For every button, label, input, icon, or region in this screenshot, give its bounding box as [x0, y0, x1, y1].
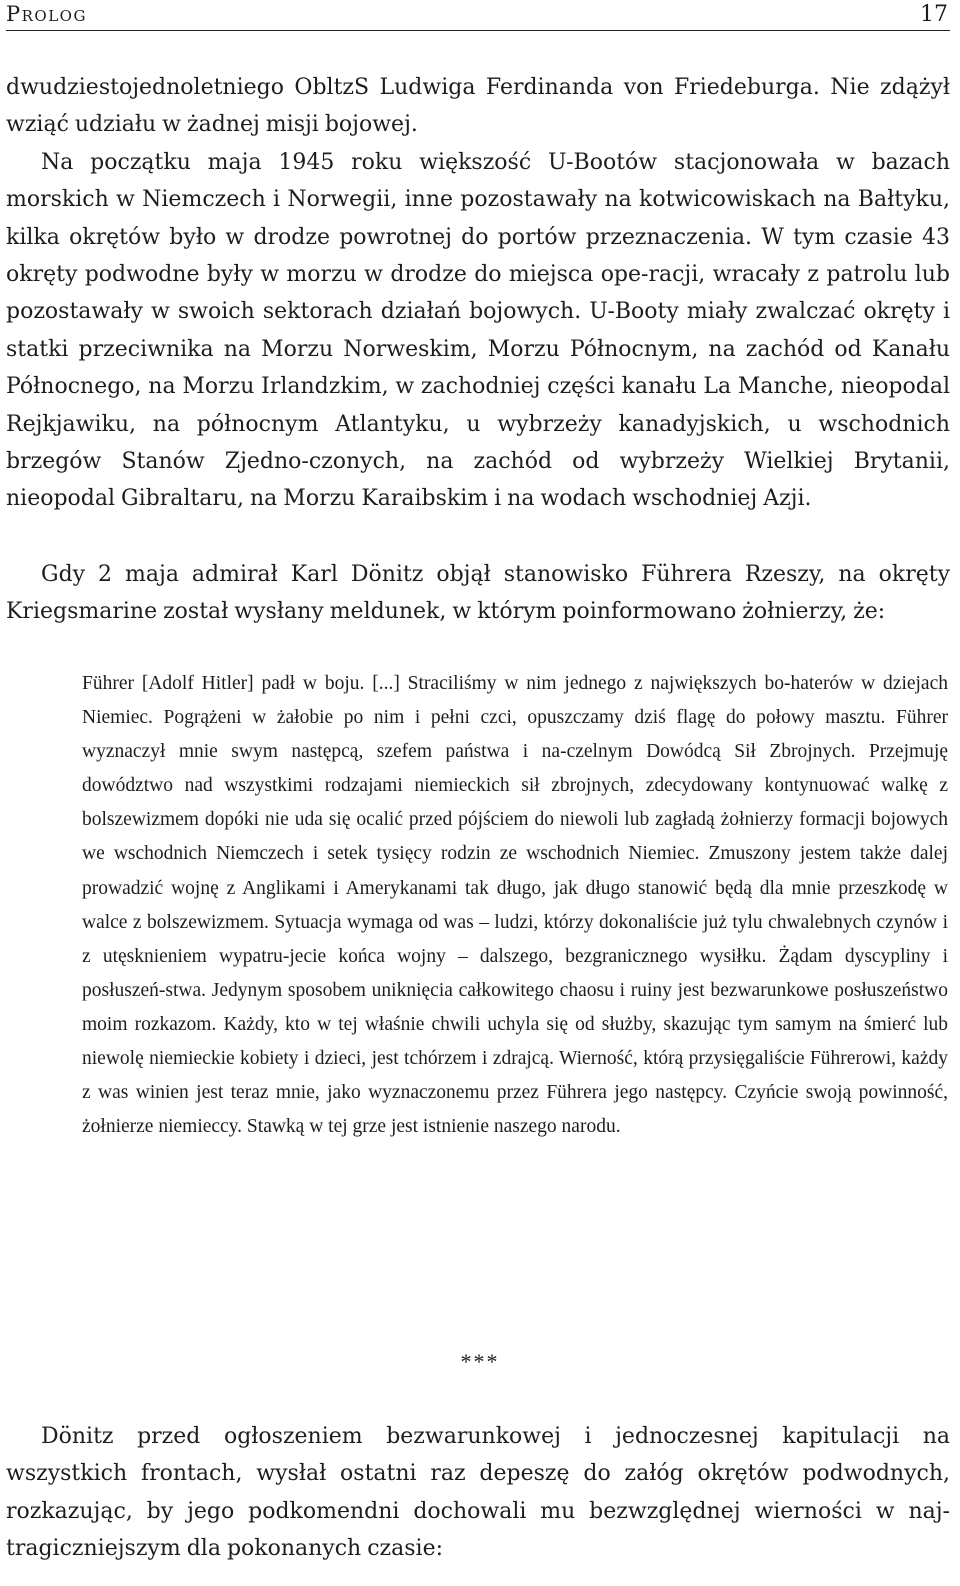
page-number: 17: [920, 2, 948, 27]
section-separator: ***: [460, 1349, 500, 1374]
intro-text: [6, 69, 950, 518]
page-header: [6, 0, 950, 31]
intro-paragraph-1: dwudziestojednoletniego ObltzS Ludwiga Ferdinanda von Friedeburga. Nie zdążył wziąć udziału w żadnej misji bojowej.: [6, 75, 950, 138]
donitz-paragraph: Gdy 2 maja admirał Karl Dönitz objął stanowisko Führera Rzeszy, na okręty Kriegsmarine został wysłany meldunek, w którym poinformowano żołnierzy, że:: [6, 562, 950, 625]
running-head: Prolog: [6, 2, 87, 26]
closing-paragraph: Dönitz przed ogłoszeniem bezwarunkowej i jednoczesnej kapitulacji na wszystkich frontach, wysłał ostatni raz depeszę do załóg okrętów podwodnych, rozkazując, by jego podkomendni dochowali mu bezwzględnej wierności w naj-tragiczniejszym dla pokonanych czasie:: [6, 1424, 950, 1562]
intro-paragraph-2: Na początku maja 1945 roku większość U-Bootów stacjonowała w bazach morskich w Niemczech i Norwegii, inne pozostawały na kotwicowiskach na Bałtyku, kilka okrętów było w drodze powrotnej do portów przeznaczenia. W tym czasie 43 okręty podwodne były w morzu w drodze do miejsca ope-racji, wracały z patrolu lub pozostawały w swoich sektorach działań bojowych. U-Booty miały zwalczać okręty i statki przeciwnika na Morzu Norweskim, Morzu Północnym, na zachód od Kanału Północnego, na Morzu Irlandzkim, w zachodniej części kanału La Manche, nieopodal Rejkjawiku, na północnym Atlantyku, u wybrzeży kanadyjskich, u wschodnich brzegów Stanów Zjedno-czonych, na zachód od wybrzeży Wielkiej Brytanii, nieopodal Gibraltaru, na Morzu Karaibskim i na wodach wschodniej Azji.: [6, 149, 950, 512]
intro-paragraphs: [6, 69, 950, 518]
block-quote: Führer [Adolf Hitler] padł w boju. [...] Straciliśmy w nim jednego z największych bo-haterów w dziejach Niemiec. Pogrążeni w żałobie po nim i pełni czci, opuszczamy dziś flagę do połowy masztu. Führer wyznaczył mnie swym następcą, szefem państwa i na-czelnym Dowódcą Sił Zbrojnych. Przejmuję dowództwo nad wszystkimi rodzajami niemieckich sił zbrojnych, zdecydowany kontynuować walkę z bolszewizmem dopóki nie uda się ocalić przed pójściem do niewoli lub zagładą żołnierzy formacji bojowych we wschodnich Niemczech i setek tysięcy rodzin ze wschodnich Niemiec. Zmuszony jestem także dalej prowadzić wojnę z Anglikami i Amerykanami tak długo, jak długo stanowić będą dla mnie przeszkodę w walce z bolszewizmem. Sytuacja wymaga od was – ludzi, którzy dokonaliście już tylu chwalebnych czynów i z utęsknieniem wypatru-jecie końca wojny – dalszego, bezgranicznego wysiłku. Żądam dyscypliny i posłuszeń-stwa. Jedynym sposobem uniknięcia całkowitego chaosu i ruiny jest bezwarunkowe posłuszeństwo moim rozkazom. Każdy, kto w tej właśnie chwili uchyla się od służby, skazując tym samym na śmierć lub niewolę niemieckie kobiety i dzieci, jest tchórzem i zdrajcą. Wierność, którą przysięgaliście Führerowi, każdy z was winien jest teraz mnie, jako wyznaczonemu przez Führera jego następcy. Czyńcie swoją powinność, żołnierze niemieccy. Stawką w tej grze jest istnienie naszego narodu.: [82, 673, 948, 1138]
